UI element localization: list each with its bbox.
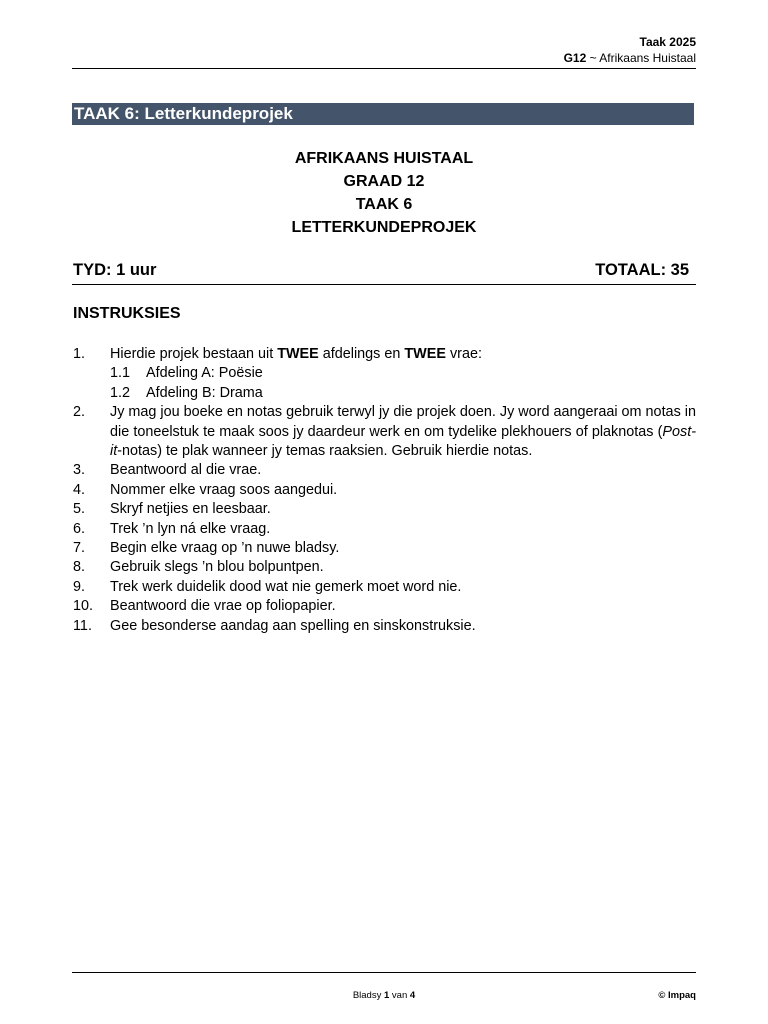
copyright: © Impaq [658,990,696,1001]
instruction-number: 2. [73,404,86,421]
header-subject-name: ~ Afrikaans Huistaal [586,51,696,65]
instruction-item [73,539,696,558]
sub-item-number: 1.2 [110,384,131,401]
instruction-text [110,461,696,480]
instruction-text-part: -notas) te plak wanneer jy temas raaksien. Gebruik hierdie notas. [117,443,533,460]
instruction-item [73,461,696,480]
instruction-number: 6. [73,520,86,537]
instruction-text [110,481,696,500]
time-rule [72,284,696,285]
page-total: 4 [409,990,416,1001]
instruction-number: 8. [73,559,86,576]
instruction-text-part: Nommer elke vraag soos aangedui. [110,481,338,498]
title-block [72,147,696,239]
instruction-text-part: Gebruik slegs ’n blou bolpuntpen. [110,559,324,576]
instruction-number: 4. [73,481,86,498]
header-task-year: Taak 2025 [639,35,696,49]
instruction-item [73,617,696,636]
instruction-text [110,539,696,558]
instruction-text-part: Beantwoord al die vrae. [110,462,262,479]
instruction-number: 3. [73,462,86,479]
instruction-text-part: Skryf netjies en leesbaar. [110,501,271,518]
instruction-text [110,403,696,461]
italic-text: Post-it [110,423,696,460]
instruction-text [110,345,696,364]
instruction-text [110,617,696,636]
page-number [0,990,768,1002]
header-grade: G12 [563,51,587,65]
instruction-item [73,558,696,577]
instruction-item [73,520,696,539]
emphasis-text: TWEE [277,346,319,362]
instruction-item [73,500,696,519]
instruction-item [73,403,696,461]
instruction-number: 9. [73,578,86,595]
instructions-heading: INSTRUKSIES [73,305,181,322]
page-prefix: Bladsy [352,990,384,1001]
instruction-number: 5. [73,501,86,518]
instruction-item [73,345,696,364]
time-label: TYD: 1 uur [73,261,157,279]
sub-item-text: Afdeling A: Poësie [146,365,263,382]
instruction-text [110,520,696,539]
instruction-text-part: Jy mag jou boeke en notas gebruik terwyl jy die projek doen. Jy word aangeraai om notas in die toneelstuk te maak soos jy daardeur werk en om tydelike plekhouers of plaknotas ( [110,404,696,440]
instruction-number: 7. [73,540,86,557]
instruction-text-part: Trek ’n lyn ná elke vraag. [110,520,271,537]
sub-item-number: 1.1 [110,365,131,382]
section-banner: TAAK 6: Letterkundeprojek [72,103,694,125]
header-subject [564,50,696,66]
sub-item-text: Afdeling B: Drama [146,384,263,401]
total-label: TOTAAL: 35 [595,261,689,279]
instruction-item [73,597,696,616]
instruction-number: 10. [73,598,94,615]
instruction-text-part: Trek werk duidelik dood wat nie gemerk moet word nie. [110,578,462,595]
instruction-text-part: afdelings en [318,346,405,362]
instructions-list [73,345,696,636]
instruction-text-part: Begin elke vraag op ’n nuwe bladsy. [110,540,340,557]
title-task: TAAK 6 [355,196,413,213]
sub-item [73,364,696,383]
title-grade: GRAAD 12 [343,173,425,190]
instruction-text [110,578,696,597]
title-subject: AFRIKAANS HUISTAAL [294,150,474,167]
page-current: 1 [383,990,390,1001]
instruction-number: 11. [73,617,92,634]
instruction-text-part: Beantwoord die vrae op foliopapier. [110,598,336,615]
sub-item [73,384,696,403]
page-of: van [389,990,410,1001]
instruction-text [110,597,696,616]
instruction-text [110,500,696,519]
instruction-text-part: Hierdie projek bestaan uit [110,346,278,362]
instruction-item [73,481,696,500]
emphasis-text: TWEE [404,346,446,362]
instruction-text [110,558,696,577]
header-rule [72,68,696,69]
instruction-text-part: vrae: [445,346,482,362]
instruction-number: 1. [73,346,86,362]
instruction-item [73,578,696,597]
instruction-text-part: Gee besonderse aandag aan spelling en sinskonstruksie. [110,617,476,634]
footer-rule [72,972,696,973]
title-project: LETTERKUNDEPROJEK [291,219,477,236]
